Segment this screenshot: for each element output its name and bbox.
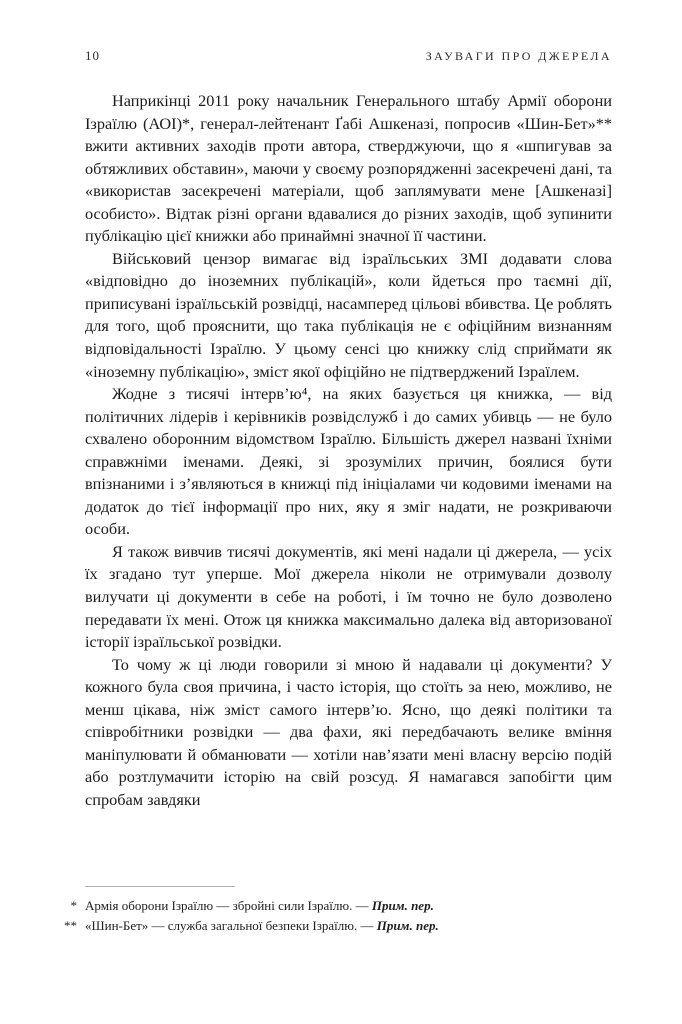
body-paragraph-2: Військовий цензор вимагає від ізраїльських ЗМІ додавати слова «відповідно до іноземних публікацій», коли йдеться про таємні дії, приписувані ізраїльській розвідці, насамперед цільові вбивства. Це роблять для того, щоб прояснити, що така публікація не є офіційним визнанням відповідальності Ізраїлю. У цьому сенсі цю книжку слід сприймати як «іноземну публікацію», зміст якої офіційно не підтверджений Ізраїлем. bbox=[85, 248, 612, 381]
footnote-source-note: Прим. пер. bbox=[376, 917, 439, 933]
body-paragraph-4: Я також вивчив тисячі документів, які мені надали ці джерела, — усіх їх згадано тут уперше. Мої джерела ніколи не отримували дозволу вилучати ці документи в себе на роботі, і їм точно не було дозволено передавати їх мені. Отож ця книжка максимально далека від авторизованої історії ізраїльської розвідки. bbox=[85, 541, 612, 652]
footnotes-section bbox=[55, 886, 612, 935]
footnote-text-main: Армія оборони Ізраїлю — збройні сили Ізраїлю. — bbox=[85, 898, 372, 913]
footnote-source-note: Прим. пер. bbox=[371, 898, 434, 913]
page-number: 10 bbox=[85, 48, 100, 63]
footnote-text bbox=[77, 916, 439, 936]
running-title: ЗАУВАГИ ПРО ДЖЕРЕЛА bbox=[425, 49, 612, 63]
running-header bbox=[85, 48, 612, 64]
body-paragraph-5: То чому ж ці люди говорили зі мною й надавали ці документи? У кожного була своя причина, і часто історія, що стоїть за нею, можливо, не менш цікава, ніж зміст самого інтерв’ю. Ясно, що деякі політики та співробітники розвідки — два фахи, які передбачають велике вміння маніпулювати й обманювати — хотіли нав’язати мені власну версію подій або розтлумачити історію на свій розсуд. Я намагався запобігти цим спробам завдяки bbox=[85, 654, 612, 809]
footnote-marker: ** bbox=[64, 917, 77, 933]
body-paragraph-1: Наприкінці 2011 року начальник Генерального штабу Армії оборони Ізраїлю (АОІ)*, генерал-лейтенант Ґабі Ашкеназі, попросив «Шин-Бет»** вжити активних заходів проти автора, стверджуючи, що я «шпигував за обтяжливих обставин», маючи у своєму розпорядженні засекречені дані, та «використав засекречені матеріали, щоб заплямувати мене [Ашкеназі] особисто». Відтак різні органи вдавалися до різних заходів, щоб зупинити публікацію цієї книжки або принаймні значної її частини. bbox=[85, 91, 612, 246]
body-paragraph-3: Жодне з тисячі інтерв’ю⁴, на яких базується ця книжка, — від політичних лідерів і керівників розвідслужб і до самих убивць — не було схвалено оборонним відомством Ізраїлю. Більшість джерел названі їхніми справжніми іменами. Деякі, зі зрозумілих причин, боялися бути впізнаними і з’являються в книжці під ініціалами чи кодовими іменами на додаток до тієї інформації про них, яку я зміг надати, не розкриваючи особи. bbox=[85, 384, 612, 539]
footnote-text bbox=[77, 896, 434, 916]
footnote-item bbox=[55, 916, 612, 936]
footnote-marker: * bbox=[70, 898, 77, 913]
footnote-item bbox=[55, 896, 612, 916]
page-body bbox=[85, 90, 612, 812]
footnote-text-main: «Шин-Бет» — служба загальної безпеки Ізраїлю. — bbox=[85, 917, 377, 933]
footnote-separator bbox=[85, 886, 235, 887]
